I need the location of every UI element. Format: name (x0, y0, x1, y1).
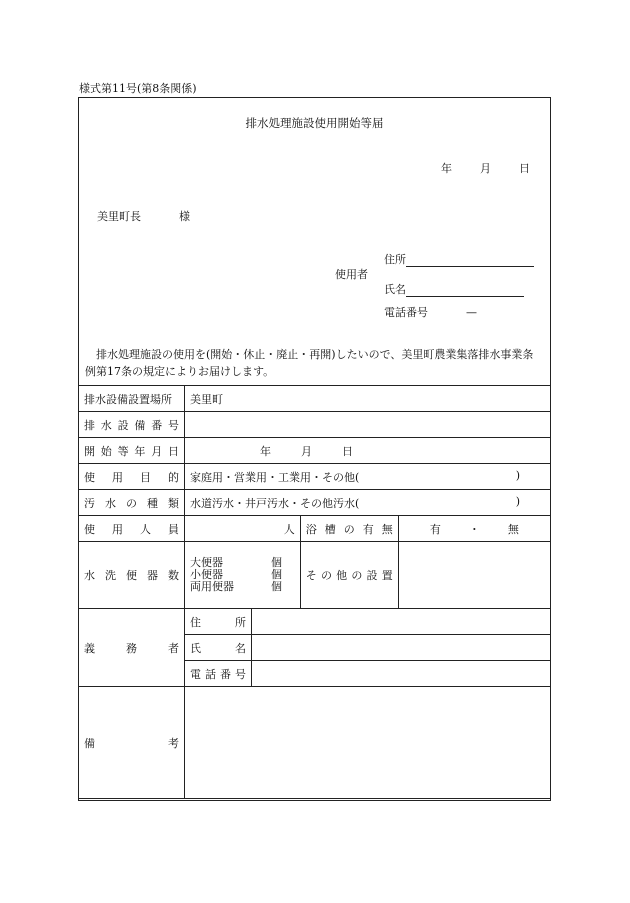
bath-no[interactable]: 無 (507, 522, 519, 536)
wastewater-options: 水道汚水・井戸汚水・その他汚水( (190, 496, 360, 510)
obligor-name-label (185, 635, 252, 661)
table-row (79, 516, 551, 542)
date-year: 年 (441, 162, 452, 175)
toilets-counts[interactable] (185, 542, 301, 609)
start-date-year: 年 (260, 444, 271, 458)
purpose-label-text: 使 用 目 的 (84, 470, 179, 484)
other-installation-label-text: そ の 他 の 設 置 (305, 569, 393, 582)
applicant-name-label: 氏名 (384, 283, 406, 296)
table-row (79, 490, 551, 516)
table-row (79, 412, 551, 438)
start-date-label (79, 438, 185, 464)
applicant-address-label: 住所 (384, 253, 406, 266)
wastewater-label (79, 490, 185, 516)
obligor-label-text: 義 務 者 (84, 641, 179, 655)
toilet-name: 両用便器 (190, 580, 234, 593)
obligor-address-label (185, 609, 252, 635)
obligor-address-field[interactable] (252, 609, 551, 635)
obligor-phone-field[interactable] (252, 661, 551, 687)
obligor-label (79, 609, 185, 687)
users-label-text: 使 用 人 員 (84, 522, 179, 536)
applicant-phone-label: 電話番号 (384, 306, 428, 319)
facility-number-label (79, 412, 185, 438)
toilet-unit: 個 (271, 580, 282, 593)
users-count-field[interactable] (185, 516, 301, 542)
start-date-field[interactable] (185, 438, 551, 464)
statement-text: 排水処理施設の使用を(開始・休止・廃止・再開)したいので、美里町農業集落排水事業条例第17条の規定によりお届けします。 (85, 348, 534, 378)
remarks-label-text: 備 考 (84, 736, 179, 750)
other-installation-field[interactable] (398, 542, 550, 609)
start-date-day: 日 (342, 444, 353, 458)
table-row (79, 464, 551, 490)
bath-label-text: 浴 槽 の 有 無 (305, 522, 393, 536)
details-table (78, 385, 551, 799)
wastewater-label-text: 汚 水 の 種 類 (84, 496, 179, 510)
purpose-close: ) (515, 468, 520, 482)
applicant-address-row (384, 251, 534, 267)
users-unit: 人 (283, 522, 295, 536)
addressee-honorific: 様 (179, 210, 190, 223)
applicant-phone-dash: — (466, 306, 477, 319)
toilets-label-text: 水 洗 便 器 数 (84, 569, 179, 582)
table-row (79, 542, 551, 609)
facility-number-field[interactable] (185, 412, 551, 438)
obligor-name-field[interactable] (252, 635, 551, 661)
toilet-name: 小便器 (190, 568, 223, 581)
facility-number-label-text: 排 水 設 備 番 号 (84, 418, 179, 432)
start-date-label-text: 開 始 等 年 月 日 (84, 444, 179, 458)
toilets-label (79, 542, 185, 609)
bath-options[interactable] (398, 516, 550, 542)
purpose-label (79, 464, 185, 490)
applicant-address-field[interactable] (406, 256, 534, 267)
toilet-unit: 個 (271, 568, 282, 581)
bath-yes[interactable]: 有 (429, 522, 441, 536)
addressee (97, 208, 190, 224)
table-row (79, 438, 551, 464)
obligor-name-label-text: 氏 名 (190, 641, 246, 655)
remarks-field[interactable] (185, 687, 551, 799)
other-installation-label (300, 542, 398, 609)
toilet-unit: 個 (271, 556, 282, 569)
obligor-address-label-text: 住 所 (190, 615, 246, 629)
toilet-type-dual (190, 581, 282, 593)
obligor-phone-label-text: 電 話 番 号 (190, 667, 246, 681)
obligor-phone-label (185, 661, 252, 687)
users-label (79, 516, 185, 542)
applicant-name-row (384, 281, 524, 297)
location-value[interactable]: 美里町 (185, 386, 551, 412)
location-label: 排水設備設置場所 (79, 386, 185, 412)
purpose-field[interactable] (185, 464, 551, 490)
applicant-label: 使用者 (335, 268, 368, 281)
table-row (79, 609, 551, 635)
bath-label (300, 516, 398, 542)
purpose-options: 家庭用・営業用・工業用・その他( (190, 470, 360, 484)
table-row (79, 386, 551, 412)
table-row (79, 687, 551, 799)
form-title: 排水処理施設使用開始等届 (245, 116, 384, 130)
wastewater-field[interactable] (185, 490, 551, 516)
applicant-phone-row (384, 304, 477, 320)
date-day: 日 (519, 162, 530, 175)
form-sheet (78, 97, 551, 801)
form-number: 様式第11号(第8条関係) (79, 82, 197, 95)
start-date-month: 月 (301, 444, 312, 458)
applicant-name-field[interactable] (406, 286, 524, 297)
wastewater-close: ) (515, 494, 520, 508)
toilet-name: 大便器 (190, 556, 223, 569)
date-month: 月 (480, 162, 491, 175)
remarks-label (79, 687, 185, 799)
bath-dot: ・ (468, 522, 480, 536)
submission-date (413, 160, 530, 176)
addressee-name: 美里町長 (97, 210, 141, 223)
